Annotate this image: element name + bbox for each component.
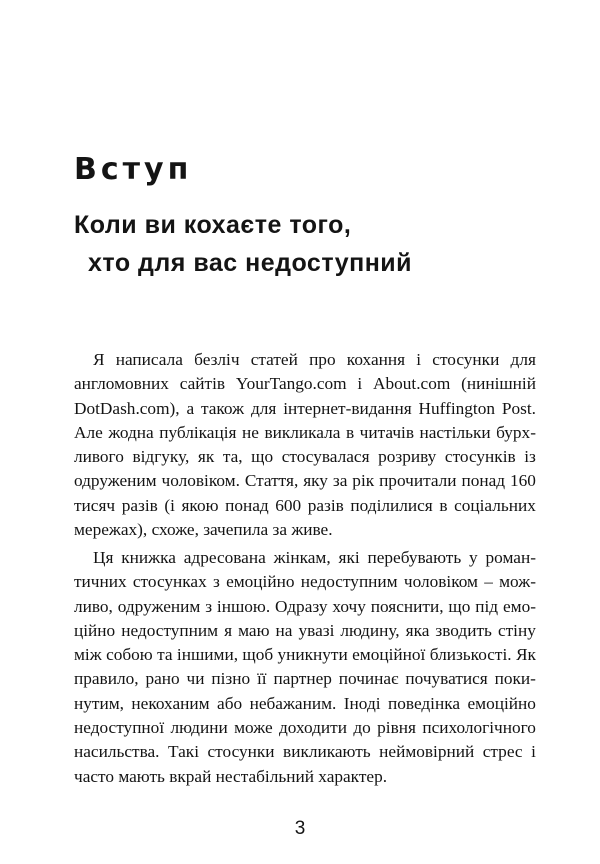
text-line: ційно недоступним я маю на увазі людину, яка зводить стіну xyxy=(74,620,536,640)
text-line: DotDash.com), а також для інтернет-видання Huffington Post. xyxy=(74,398,536,418)
text-line: одруженим чоловіком. Стаття, яку за рік прочитали понад 160 xyxy=(74,471,536,491)
page-number: 3 xyxy=(294,818,306,839)
text-line: англомовних сайтів YourTango.com і About.com (нинішній xyxy=(74,374,536,394)
text-line: між собою та іншими, щоб уникнути емоційної близькості. Як xyxy=(74,645,536,665)
subtitle-line: хто для вас недоступний xyxy=(88,249,413,277)
chapter-title: Вступ xyxy=(74,152,193,187)
text-line: нутим, некоханим або небажаним. Іноді поведінка емоційно xyxy=(74,693,536,713)
text-line: Ця книжка адресована жінкам, які перебувають у роман- xyxy=(93,548,536,567)
paragraph-1 xyxy=(74,348,536,542)
text-line: ливо, одруженим з іншою. Одразу хочу пояснити, що під емо- xyxy=(74,596,536,616)
chapter-subtitle xyxy=(74,206,412,282)
text-line: Але жодна публікація не викликала в читачів настільки бурх- xyxy=(74,422,536,442)
text-line: мережах), схоже, зачепила за живе. xyxy=(74,520,333,540)
text-line: тисяч разів (і якою понад 600 разів поділилися в соціальних xyxy=(74,495,536,515)
subtitle-line: Коли ви кохаєте того, xyxy=(74,211,352,239)
text-line: правило, рано чи пізно її партнер починає почуватися поки- xyxy=(74,669,536,689)
text-line: недоступної людини може доходити до рівня психологічного xyxy=(74,718,536,738)
text-line: тичних стосунках з емоційно недоступним чоловіком – мож- xyxy=(74,572,536,592)
text-line: Я написала безліч статей про кохання і стосунки для xyxy=(93,350,536,369)
text-line: насильства. Такі стосунки викликають неймовірний стрес і xyxy=(74,742,536,762)
text-line: ливого відгуку, як та, що стосувалася розриву стосунків із xyxy=(74,447,536,467)
paragraph-2 xyxy=(74,546,536,789)
text-line: часто мають вкрай нестабільний характер. xyxy=(74,766,388,786)
